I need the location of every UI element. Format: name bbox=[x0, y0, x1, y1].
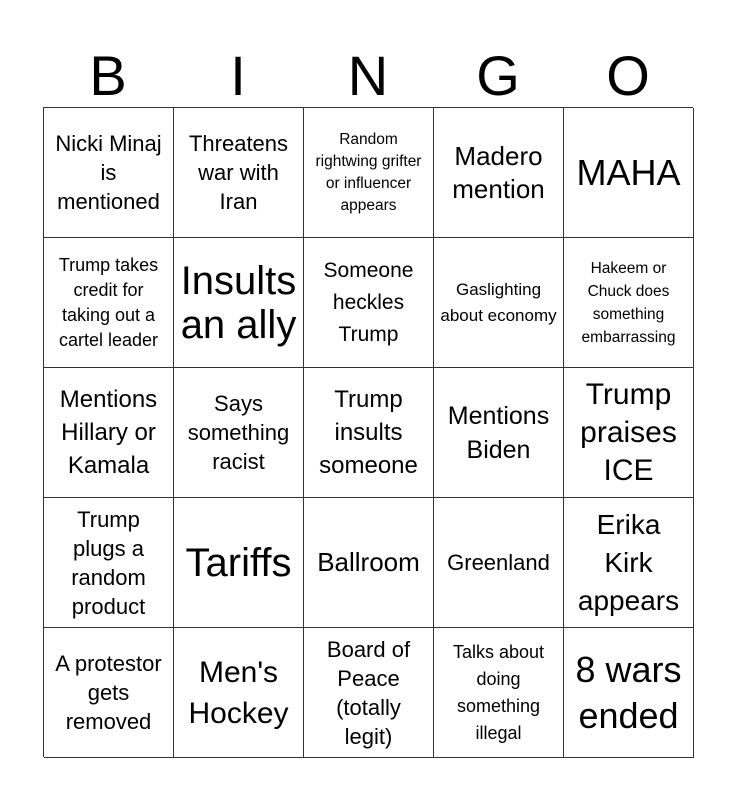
cell-text: Trump takes credit for taking out a cartel leader bbox=[58, 254, 159, 350]
bingo-cell[interactable] bbox=[174, 368, 304, 498]
cell-text: Board of Peace (totally legit) bbox=[326, 636, 411, 749]
cell-text: Trump insults someone bbox=[319, 386, 418, 479]
bingo-cell[interactable] bbox=[564, 498, 694, 628]
cell-text: Trump praises ICE bbox=[580, 377, 677, 487]
cell-text: Trump plugs a random product bbox=[71, 506, 146, 619]
cell-text: Men's Hockey bbox=[188, 655, 289, 730]
bingo-card bbox=[43, 107, 693, 757]
header-letter-i: I bbox=[230, 44, 246, 107]
cell-text: Hakeem or Chuck does something embarrassing bbox=[581, 259, 676, 346]
cell-text: MAHA bbox=[576, 151, 681, 193]
bingo-cell[interactable] bbox=[174, 628, 304, 758]
header-letter-g: G bbox=[476, 44, 520, 107]
bingo-cell[interactable] bbox=[44, 628, 174, 758]
cell-text: Madero mention bbox=[452, 140, 545, 204]
bingo-cell[interactable] bbox=[434, 498, 564, 628]
bingo-cell[interactable] bbox=[304, 108, 434, 238]
cell-text: Ballroom bbox=[317, 547, 420, 577]
cell-text: Talks about doing something illegal bbox=[452, 641, 545, 743]
cell-text: A protestor gets removed bbox=[55, 651, 162, 734]
cell-text: Random rightwing grifter or influencer appears bbox=[315, 130, 422, 214]
header-letter-b: B bbox=[89, 44, 127, 107]
bingo-cell[interactable] bbox=[304, 498, 434, 628]
bingo-cell[interactable] bbox=[434, 238, 564, 368]
bingo-cell[interactable] bbox=[564, 238, 694, 368]
bingo-cell[interactable] bbox=[44, 108, 174, 238]
bingo-cell[interactable] bbox=[434, 368, 564, 498]
cell-text: Someone heckles Trump bbox=[323, 258, 414, 346]
cell-text: Mentions Biden bbox=[447, 401, 550, 464]
bingo-cell[interactable] bbox=[434, 628, 564, 758]
bingo-header bbox=[43, 44, 693, 108]
cell-text: Threatens war with Iran bbox=[188, 131, 289, 214]
bingo-cell[interactable] bbox=[174, 498, 304, 628]
cell-text: Gaslighting about economy bbox=[440, 279, 557, 325]
bingo-cell[interactable] bbox=[174, 108, 304, 238]
cell-text: Says something racist bbox=[187, 391, 290, 474]
bingo-cell[interactable] bbox=[564, 108, 694, 238]
bingo-cell[interactable] bbox=[304, 368, 434, 498]
cell-text: Insults an ally bbox=[180, 258, 297, 347]
bingo-cell[interactable] bbox=[564, 628, 694, 758]
cell-text: Tariffs bbox=[185, 540, 292, 585]
header-letter-o: O bbox=[606, 44, 650, 107]
bingo-cell[interactable] bbox=[44, 238, 174, 368]
bingo-cell[interactable] bbox=[304, 238, 434, 368]
bingo-cell[interactable] bbox=[174, 238, 304, 368]
cell-text: Erika Kirk appears bbox=[577, 508, 680, 616]
bingo-cell[interactable] bbox=[564, 368, 694, 498]
bingo-cell[interactable] bbox=[304, 628, 434, 758]
bingo-cell[interactable] bbox=[434, 108, 564, 238]
cell-text: 8 wars ended bbox=[575, 648, 682, 736]
cell-text: Nicki Minaj is mentioned bbox=[55, 131, 162, 214]
header-letter-n: N bbox=[347, 44, 389, 107]
bingo-cell[interactable] bbox=[44, 498, 174, 628]
cell-text: Greenland bbox=[447, 550, 550, 575]
cell-text: Mentions Hillary or Kamala bbox=[59, 386, 158, 479]
bingo-cell[interactable] bbox=[44, 368, 174, 498]
